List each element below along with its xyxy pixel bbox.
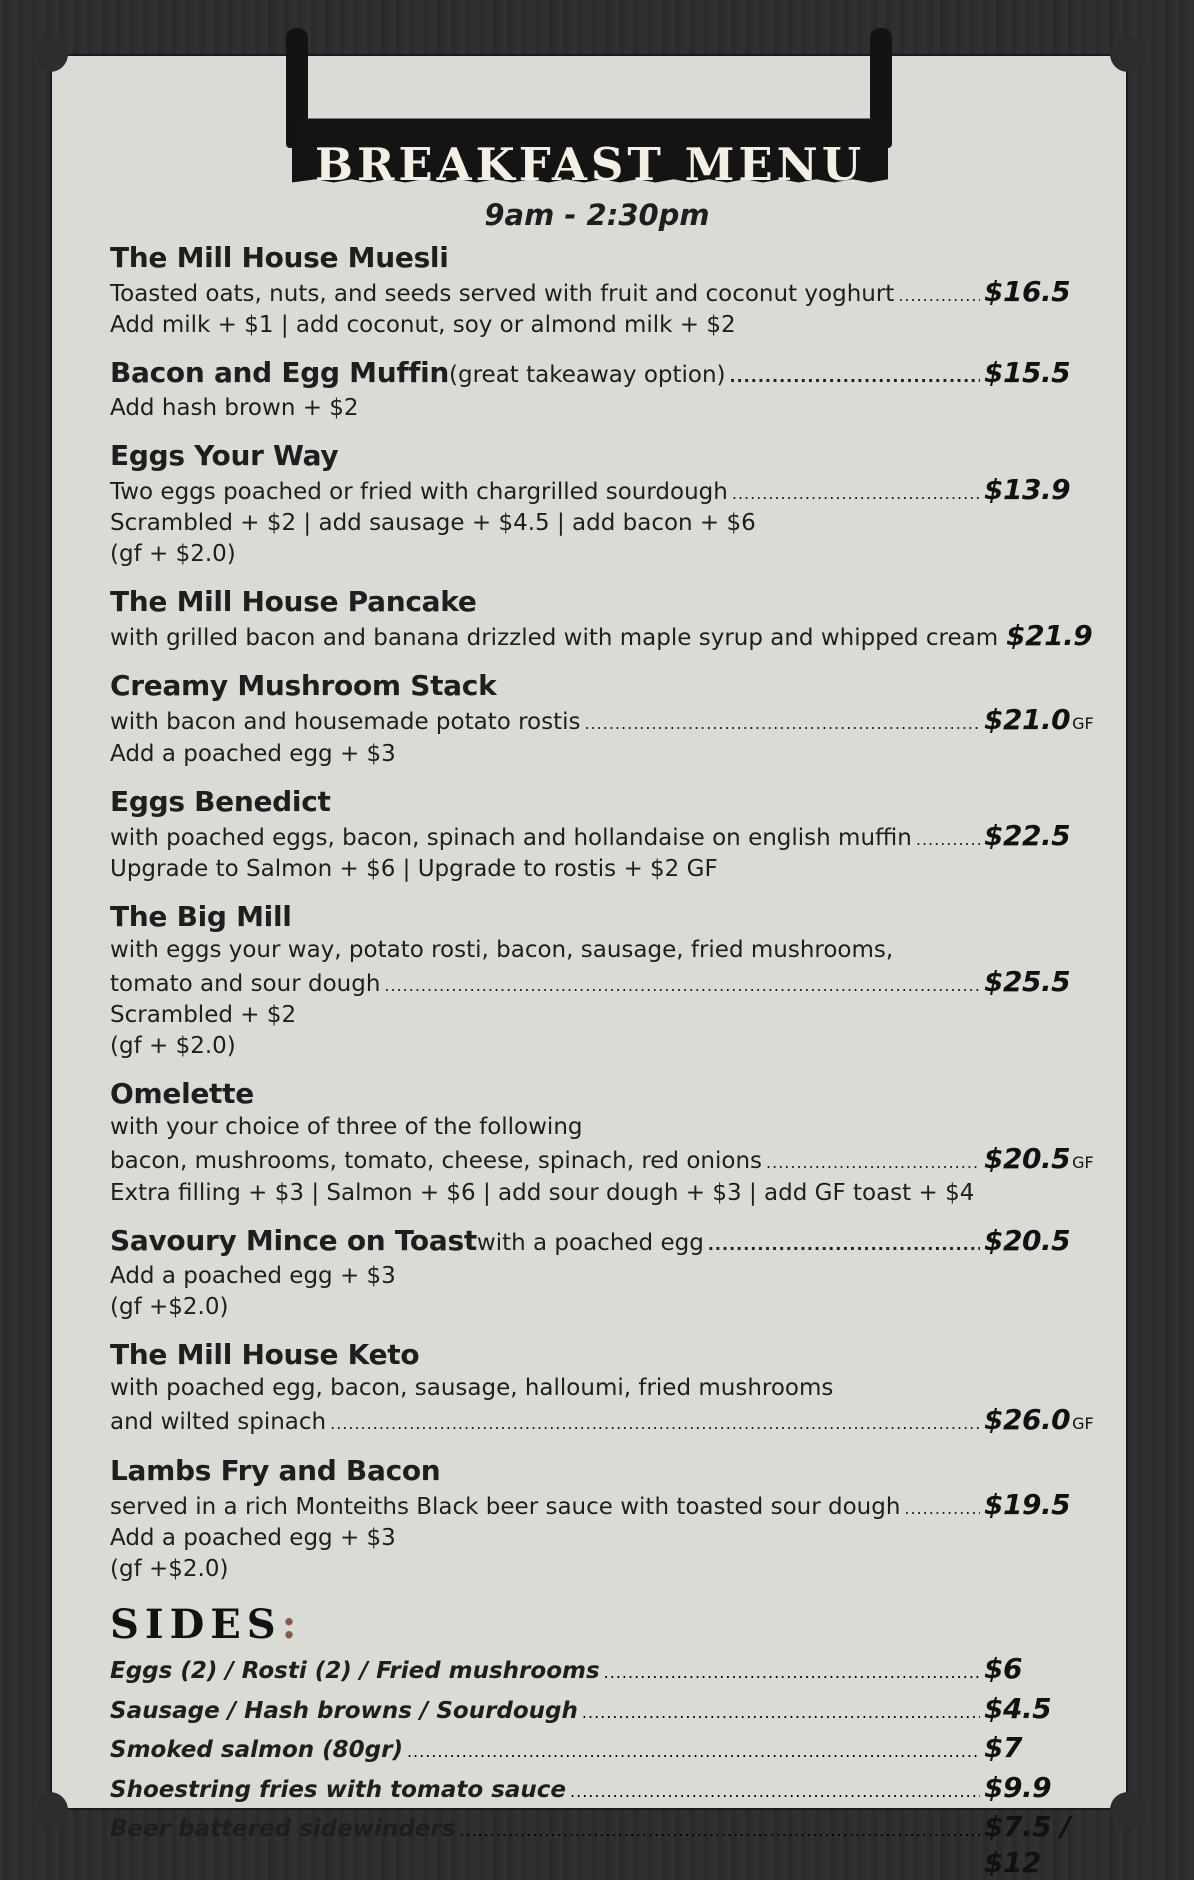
saw-banner [284,28,896,200]
side-price: $6 [984,1652,1022,1685]
item-name: Bacon and Egg Muffin [110,356,450,389]
item-price [984,966,1110,997]
dot-leader [732,486,980,502]
sides-colon: : [281,1601,303,1648]
item-name-row [110,784,1110,820]
menu-item [110,240,1110,341]
item-name-row [110,240,1110,276]
item-name-row [110,1223,1110,1261]
side-row [110,1651,1110,1691]
sides-title: SIDES [110,1601,282,1648]
item-extras: (gf +$2.0) [110,1294,229,1320]
opening-hours: 9am - 2:30pm [484,198,710,232]
item-extras: Add a poached egg + $3 [110,741,396,767]
side-label: Smoked salmon (80gr) [110,1737,403,1763]
item-name-row [110,1453,1110,1489]
item-extras: Upgrade to Salmon + $6 | Upgrade to rostis + $2 GF [110,856,718,882]
dot-leader [570,1774,980,1810]
menu-list [110,240,1110,1880]
item-price-line [110,1143,1110,1178]
item-price-value: $16.5 [984,275,1071,308]
side-price: $7 [984,1731,1022,1764]
item-name: Eggs Your Way [110,439,339,472]
side-price: $7.5 / $12 [984,1810,1071,1879]
dot-leader [916,832,980,848]
dot-leader [585,716,981,732]
item-extras: Add milk + $1 | add coconut, soy or almond milk + $2 [110,312,736,338]
item-description: with eggs your way, potato rosti, bacon, sausage, fried mushrooms, [110,937,894,963]
item-name-row [110,1076,1110,1112]
side-label: Eggs (2) / Rosti (2) / Fried mushrooms [110,1658,600,1684]
item-price [984,1143,1110,1178]
item-name: Lambs Fry and Bacon [110,1454,441,1487]
gf-badge: GF [1072,1414,1094,1433]
menu-item [110,584,1110,654]
item-name: Eggs Benedict [110,785,331,818]
menu-title: BREAKFAST MENU [314,138,866,191]
item-extras: Add a poached egg + $3 [110,1263,396,1289]
menu-item [110,1337,1110,1439]
side-price: $4.5 [984,1691,1052,1725]
menu-item [110,899,1110,1062]
dot-leader [898,288,980,304]
item-price-line [110,474,1110,508]
item-aside: (great takeaway option) [449,362,726,388]
card-corner [32,36,68,72]
menu-item [110,1076,1110,1209]
item-extras: Add hash brown + $2 [110,395,359,421]
menu-item [110,438,1110,570]
item-price-value: $19.5 [984,1488,1071,1521]
dot-leader [582,1695,980,1731]
item-name: Omelette [110,1077,254,1110]
item-price-line [110,620,1110,654]
item-aside: with a poached egg [476,1230,704,1256]
dot-leader [330,1416,980,1432]
item-price-line [110,820,1110,854]
item-price-line [110,276,1110,310]
item-name: Savoury Mince on Toast [110,1224,477,1257]
card-corner [32,1792,68,1828]
dot-leader [766,1155,980,1171]
item-price-line [110,1489,1110,1523]
item-name-row [110,1337,1110,1373]
item-description: served in a rich Monteiths Black beer sauce with toasted sour dough [110,1494,901,1520]
item-extras: Scrambled + $2 [110,1002,297,1028]
item-extras: (gf +$2.0) [110,1556,229,1582]
menu-item [110,1453,1110,1585]
item-description: tomato and sour dough [110,971,381,997]
item-price-value: $25.5 [984,965,1071,998]
item-name-row [110,438,1110,474]
item-description: with grilled bacon and banana drizzled with maple syrup and whipped cream [110,625,999,651]
side-label: Beer battered sidewinders [110,1816,456,1842]
item-description: Toasted oats, nuts, and seeds served with fruit and coconut yoghurt [110,281,895,307]
dot-leader [604,1655,980,1691]
item-name-row [110,355,1110,393]
item-price-value: $15.5 [984,356,1071,389]
item-extras: Scrambled + $2 | add sausage + $4.5 | add bacon + $6 [110,510,756,536]
item-price-value: $20.5 [984,1224,1071,1257]
menu-item [110,1223,1110,1323]
item-price [984,1404,1110,1439]
side-row [110,1730,1110,1770]
side-row [110,1770,1110,1810]
item-price-value: $22.5 [984,819,1071,852]
item-price-value: $26.0 [984,1403,1071,1436]
item-name: The Big Mill [110,900,292,933]
item-price [984,1489,1110,1520]
item-price [984,820,1110,851]
item-description: with poached egg, bacon, sausage, halloumi, fried mushrooms [110,1375,834,1401]
dot-leader [904,1501,980,1517]
item-price-value: $20.5 [984,1142,1071,1175]
card-corner [1110,36,1146,72]
side-row [110,1691,1110,1731]
item-price-value: $13.9 [984,473,1071,506]
dot-leader [459,1813,980,1849]
item-name-row [110,899,1110,935]
item-extras: Extra filling + $3 | Salmon + $6 | add sour dough + $3 | add GF toast + $4 [110,1180,975,1206]
item-name: The Mill House Pancake [110,585,477,618]
item-extras: (gf + $2.0) [110,1033,236,1059]
item-name: The Mill House Keto [110,1338,420,1371]
card-corner [1110,1792,1146,1828]
item-name: Creamy Mushroom Stack [110,669,497,702]
item-description: bacon, mushrooms, tomato, cheese, spinach, red onions [110,1148,763,1174]
side-row [110,1809,1110,1880]
menu-item [110,355,1110,424]
sides-heading [110,1599,1110,1651]
item-price-line [110,704,1110,739]
item-description: and wilted spinach [110,1409,327,1435]
item-description: with poached eggs, bacon, spinach and hollandaise on english muffin [110,825,912,851]
side-label: Shoestring fries with tomato sauce [110,1776,567,1803]
item-price [984,276,1110,307]
dot-leader [384,978,980,994]
item-price-value: $21.0 [984,703,1071,736]
side-label: Sausage / Hash browns / Sourdough [110,1697,578,1724]
menu-item [110,784,1110,885]
item-name-row [110,668,1110,704]
gf-badge: GF [1072,714,1094,733]
item-description: Two eggs poached or fried with chargrilled sourdough [110,479,728,505]
item-description: with bacon and housemade potato rostis [110,709,581,735]
gf-badge: GF [1072,1153,1094,1172]
item-price-value: $21.9 [1006,619,1093,652]
item-extras: (gf + $2.0) [110,541,236,567]
dot-leader [730,369,980,385]
item-price [984,1223,1110,1259]
dot-leader [708,1237,980,1253]
item-extras: Add a poached egg + $3 [110,1525,396,1551]
item-description: with your choice of three of the following [110,1114,583,1140]
side-price: $9.9 [984,1770,1052,1804]
menu-item [110,668,1110,770]
item-price [984,474,1110,505]
item-price [984,355,1110,391]
dot-leader [407,1734,980,1770]
item-price-line [110,1404,1110,1439]
item-price [1006,620,1132,651]
item-price-line [110,966,1110,1000]
item-price [984,704,1110,739]
item-name-row [110,584,1110,620]
item-name: The Mill House Muesli [110,241,449,274]
